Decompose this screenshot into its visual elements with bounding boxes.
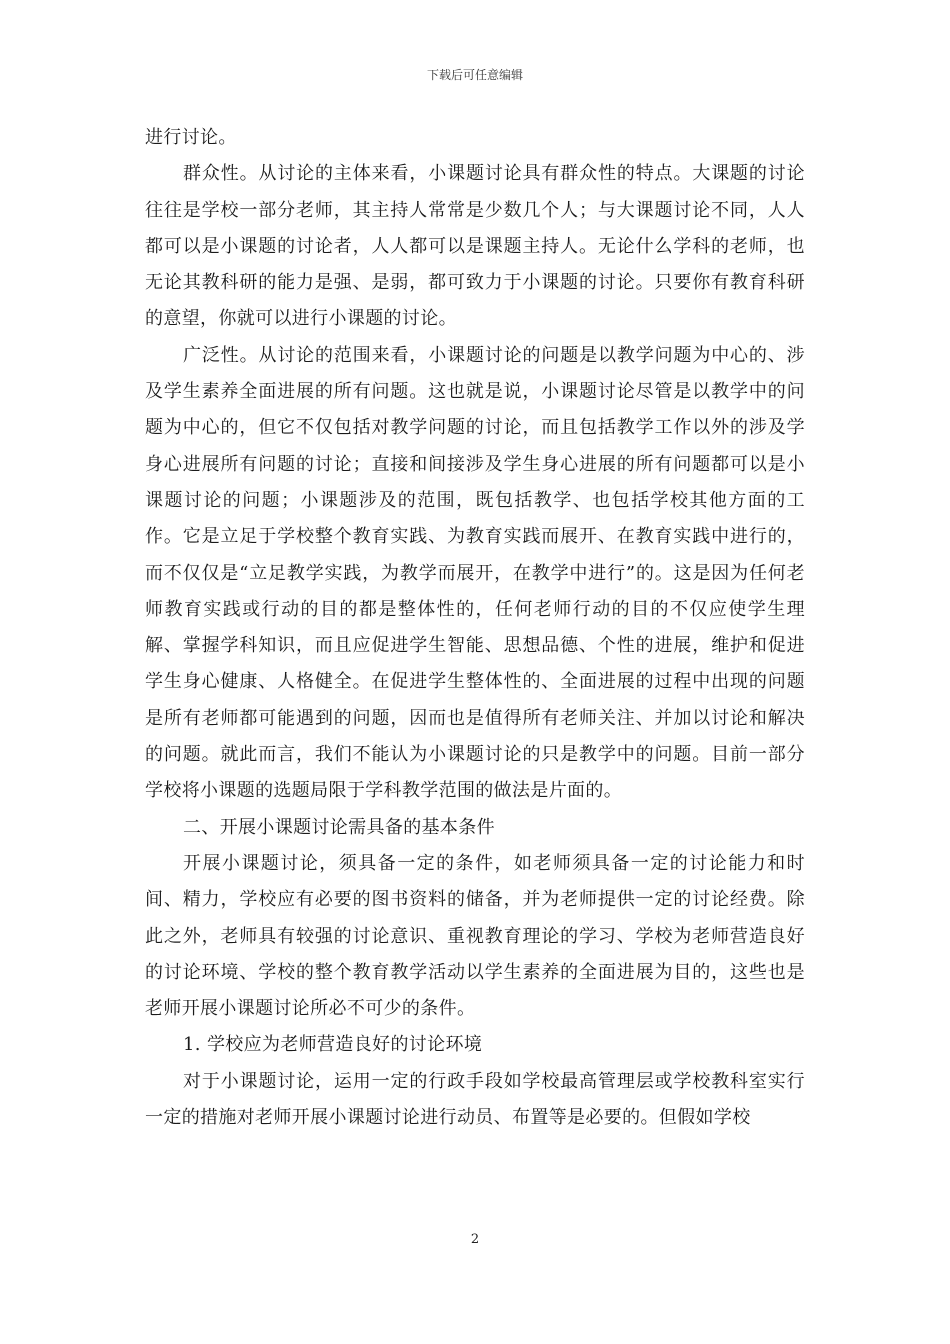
page-number: 2 <box>470 1232 480 1247</box>
document-body <box>145 120 805 1136</box>
subsection-heading-environment: 1. 学校应为老师营造良好的讨论环境 <box>183 1034 483 1056</box>
section-heading-conditions: 二、开展小课题讨论需具备的基本条件 <box>183 816 495 838</box>
paragraph-breadth: 广泛性。从讨论的范围来看，小课题讨论的问题是以教学问题为中心的、涉及学生素养全面进展的所有问题。这也就是说，小课题讨论尽管是以教学中的问题为中心的，但它不仅包括对教学问题的讨论，而且包括教学工作以外的涉及学身心进展所有问题的讨论；直接和间接涉及学生身心进展的所有问题都可以是小课题讨论的问题；小课题涉及的范围，既包括教学、也包括学校其他方面的工作。它是立足于学校整个教育实践、为教育实践而展开、在教育实践中进行的，而不仅仅是“立足教学实践，为教学而展开，在教学中进行”的。这是因为任何老师教育实践或行动的目的都是整体性的，任何老师行动的目的不仅应使学生理解、掌握学科知识，而且应促进学生智能、思想品德、个性的进展，维护和促进学生身心健康、人格健全。在促进学生整体性的、全面进展的过程中出现的问题是所有老师都可能遇到的问题，因而也是值得所有老师关注、并加以讨论和解决的问题。就此而言，我们不能认为小课题讨论的只是教学中的问题。目前一部分学校将小课题的选题局限于学科教学范围的做法是片面的。 <box>145 344 805 802</box>
paragraph-mass-nature: 群众性。从讨论的主体来看，小课题讨论具有群众性的特点。大课题的讨论往往是学校一部分老师，其主持人常常是少数几个人；与大课题讨论不同，人人都可以是小课题的讨论者，人人都可以是课题主持人。无论什么学科的老师，也无论其教科研的能力是强、是弱，都可致力于小课题的讨论。只要你有教育科研的意望，你就可以进行小课题的讨论。 <box>145 163 805 330</box>
paragraph-environment: 对于小课题讨论，运用一定的行政手段如学校最高管理层或学校教科室实行一定的措施对老师开展小课题讨论进行动员、布置等是必要的。但假如学校 <box>145 1070 805 1129</box>
paragraph-conditions: 开展小课题讨论，须具备一定的条件，如老师须具备一定的讨论能力和时间、精力，学校应有必要的图书资料的储备，并为老师提供一定的讨论经费。除此之外，老师具有较强的讨论意识、重视教育理论的学习、学校为老师营造良好的讨论环境、学校的整个教育教学活动以学生素养的全面进展为目的，这些也是老师开展小课题讨论所必不可少的条件。 <box>145 852 805 1020</box>
paragraph-continuation: 进行讨论。 <box>145 127 237 148</box>
page-header: 下载后可任意编辑 <box>426 68 523 82</box>
